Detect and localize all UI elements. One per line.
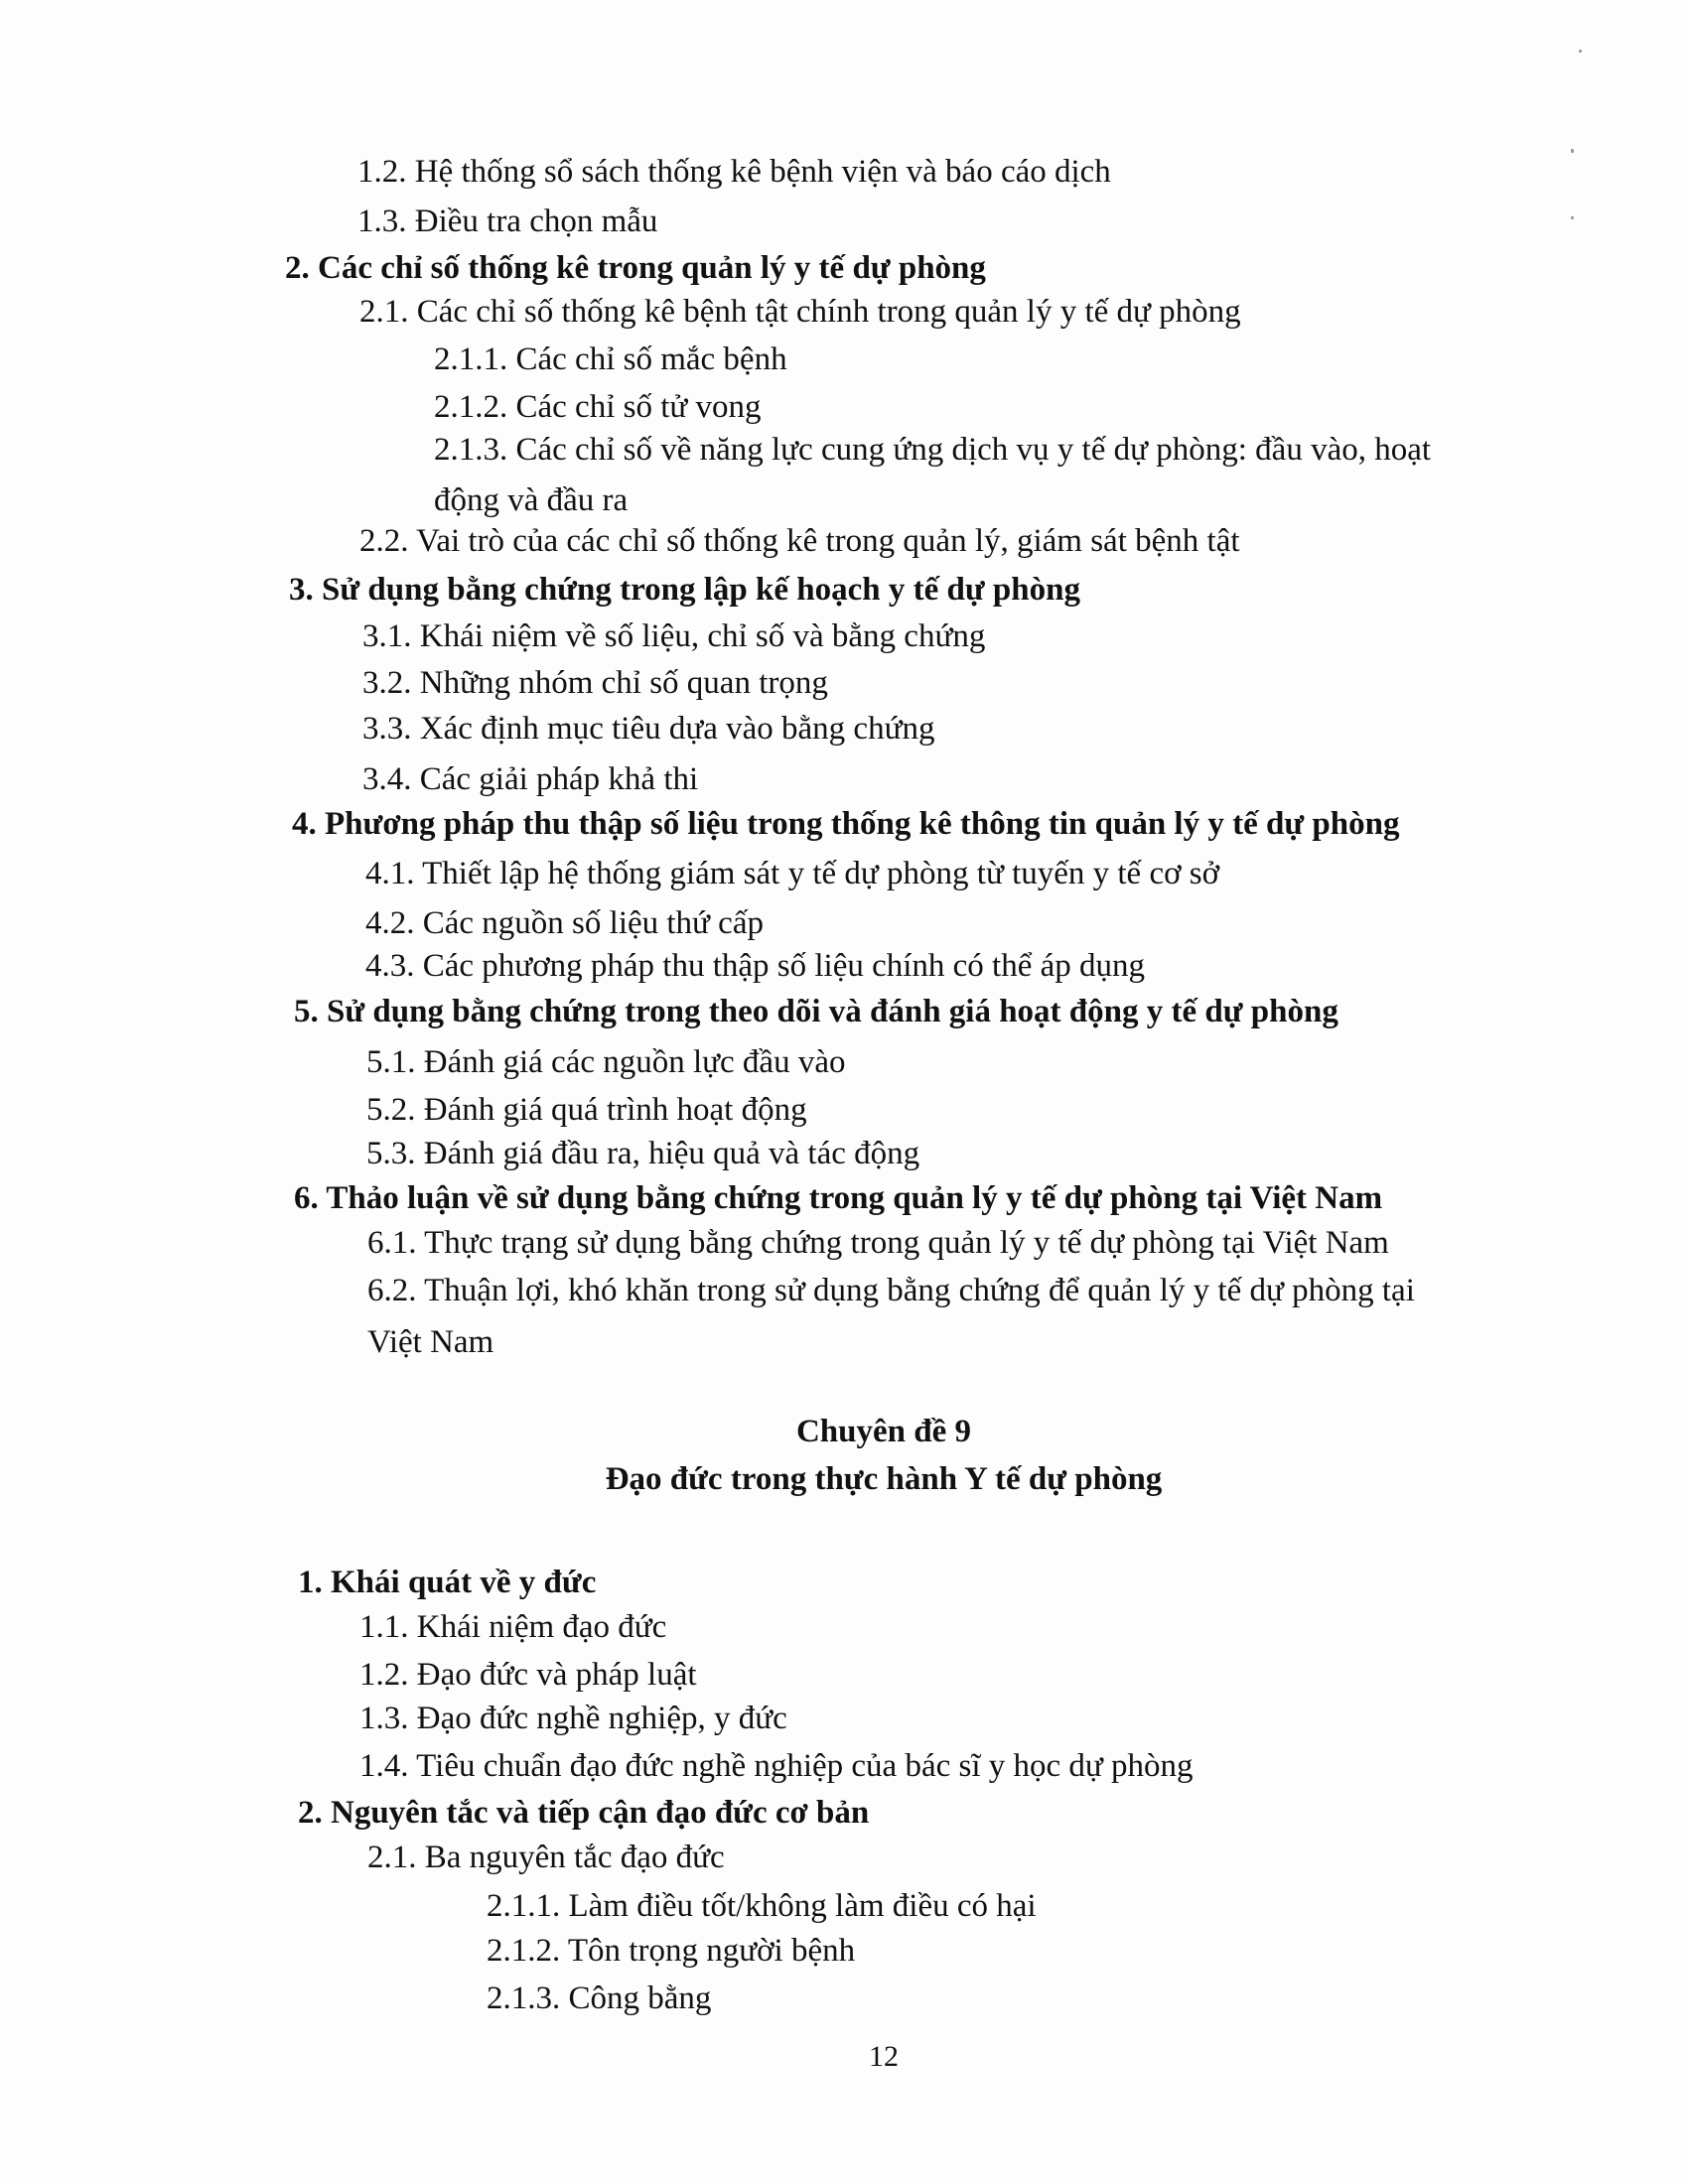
section-heading-6: 6. Thảo luận về sử dụng bằng chứng trong quản lý y tế dự phòng tại Việt Nam [294, 1180, 1383, 1216]
section-heading-2: 2. Các chỉ số thống kê trong quản lý y tế dự phòng [285, 250, 986, 286]
t9-section-heading-2: 2. Nguyên tắc và tiếp cận đạo đức cơ bản [298, 1795, 870, 1831]
section-heading-3: 3. Sử dụng bằng chứng trong lập kế hoạch y tế dự phòng [289, 572, 1080, 608]
toc-item-3-4: 3.4. Các giải pháp khả thi [362, 761, 699, 797]
t9-item-1-4: 1.4. Tiêu chuẩn đạo đức nghề nghiệp của bác sĩ y học dự phòng [359, 1748, 1194, 1784]
page-number: 12 [869, 2040, 899, 2073]
t9-item-2-1-2: 2.1.2. Tôn trọng người bệnh [487, 1933, 856, 1969]
section-heading-5: 5. Sử dụng bằng chứng trong theo dõi và đánh giá hoạt động y tế dự phòng [294, 994, 1338, 1029]
toc-item-3-1: 3.1. Khái niệm về số liệu, chỉ số và bằng chứng [362, 618, 986, 654]
toc-item-2-1-2: 2.1.2. Các chỉ số tử vong [434, 389, 762, 425]
toc-item-2-1-3-continued: động và đầu ra [434, 482, 629, 518]
toc-item-4-3: 4.3. Các phương pháp thu thập số liệu chính có thể áp dụng [365, 948, 1146, 984]
toc-item-5-3: 5.3. Đánh giá đầu ra, hiệu quả và tác động [366, 1136, 920, 1171]
toc-item-2-2: 2.2. Vai trò của các chỉ số thống kê trong quản lý, giám sát bệnh tật [359, 523, 1240, 559]
toc-item-4-2: 4.2. Các nguồn số liệu thứ cấp [365, 905, 764, 941]
t9-item-2-1: 2.1. Ba nguyên tắc đạo đức [367, 1840, 725, 1875]
toc-item-3-3: 3.3. Xác định mục tiêu dựa vào bằng chứng [362, 711, 935, 747]
toc-item-1-2: 1.2. Hệ thống sổ sách thống kê bệnh viện và báo cáo dịch [357, 154, 1111, 190]
t9-item-1-1: 1.1. Khái niệm đạo đức [359, 1609, 667, 1645]
t9-item-1-2: 1.2. Đạo đức và pháp luật [359, 1657, 697, 1693]
topic-title: Đạo đức trong thực hành Y tế dự phòng [605, 1461, 1163, 1497]
t9-item-2-1-1: 2.1.1. Làm điều tốt/không làm điều có hại [487, 1888, 1037, 1924]
toc-item-5-1: 5.1. Đánh giá các nguồn lực đầu vào [366, 1044, 846, 1080]
toc-item-6-2: 6.2. Thuận lợi, khó khăn trong sử dụng bằng chứng để quản lý y tế dự phòng tại [367, 1273, 1415, 1308]
toc-item-2-1: 2.1. Các chỉ số thống kê bệnh tật chính trong quản lý y tế dự phòng [359, 294, 1241, 330]
toc-item-6-2-continued: Việt Nam [367, 1324, 494, 1360]
toc-item-6-1: 6.1. Thực trạng sử dụng bằng chứng trong quản lý y tế dự phòng tại Việt Nam [367, 1225, 1389, 1261]
toc-item-4-1: 4.1. Thiết lập hệ thống giám sát y tế dự phòng từ tuyến y tế cơ sở [365, 856, 1220, 891]
section-heading-4: 4. Phương pháp thu thập số liệu trong thống kê thông tin quản lý y tế dự phòng [292, 806, 1400, 842]
scan-speck [1579, 50, 1582, 53]
t9-item-1-3: 1.3. Đạo đức nghề nghiệp, y đức [359, 1701, 787, 1736]
t9-item-2-1-3: 2.1.3. Công bằng [487, 1980, 712, 2016]
toc-item-5-2: 5.2. Đánh giá quá trình hoạt động [366, 1092, 807, 1128]
scan-speck [1571, 149, 1574, 153]
toc-item-2-1-3: 2.1.3. Các chỉ số về năng lực cung ứng dịch vụ y tế dự phòng: đầu vào, hoạt [434, 432, 1432, 468]
scan-speck [1571, 216, 1574, 219]
toc-item-3-2: 3.2. Những nhóm chỉ số quan trọng [362, 665, 828, 701]
t9-section-heading-1: 1. Khái quát về y đức [298, 1565, 597, 1600]
toc-item-1-3: 1.3. Điều tra chọn mẫu [357, 204, 658, 239]
topic-label: Chuyên đề 9 [795, 1414, 972, 1449]
toc-item-2-1-1: 2.1.1. Các chỉ số mắc bệnh [434, 341, 787, 377]
